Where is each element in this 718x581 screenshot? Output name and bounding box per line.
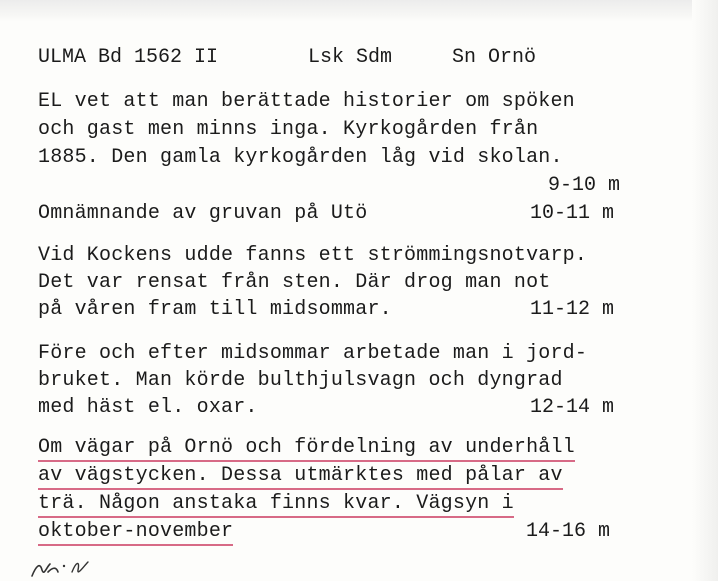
paragraph-5-time: 14-16 m: [526, 520, 611, 543]
region-code: Lsk Sdm: [308, 46, 393, 69]
paragraph-1-line-2: och gast men minns inga. Kyrkogården från: [38, 118, 539, 141]
paragraph-1-time: 9-10 m: [548, 174, 621, 197]
paragraph-3-time: 11-12 m: [530, 298, 615, 321]
paragraph-5-line-2: [38, 464, 563, 488]
paragraph-3-line-2: Det var rensat från sten. Där drog man not: [38, 271, 551, 294]
paragraph-3-line-1: Vid Kockens udde fanns ett strömmingsnotvarp.: [38, 244, 588, 267]
underlined-text: trä. Någon anstaka finns kvar. Vägsyn i: [38, 492, 514, 518]
handwritten-initials-icon: [28, 552, 118, 581]
card-right-edge: [692, 0, 718, 581]
paragraph-3-line-3: på våren fram till midsommar.: [38, 298, 392, 321]
paragraph-5-line-4: [38, 520, 233, 544]
paragraph-1-line-1: EL vet att man berättade historier om spöken: [38, 90, 575, 113]
paragraph-5-line-1: [38, 436, 575, 460]
paragraph-4-time: 12-14 m: [530, 396, 615, 419]
underlined-text: av vägstycken. Dessa utmärktes med pålar av: [38, 464, 563, 490]
parish-name: Sn Ornö: [452, 46, 537, 69]
paragraph-4-line-2: bruket. Man körde bulthjulsvagn och dyngrad: [38, 369, 563, 392]
paragraph-2-time: 10-11 m: [530, 202, 615, 225]
underlined-text: Om vägar på Ornö och fördelning av underhåll: [38, 436, 575, 462]
underlined-text: oktober-november: [38, 520, 233, 546]
paragraph-1-line-3: 1885. Den gamla kyrkogården låg vid skolan.: [38, 146, 563, 169]
paragraph-4-line-3: med häst el. oxar.: [38, 396, 258, 419]
paragraph-4-line-1: Före och efter midsommar arbetade man i jord-: [38, 342, 588, 365]
paragraph-2-line-1: Omnämnande av gruvan på Utö: [38, 202, 368, 225]
paragraph-5-line-3: [38, 492, 514, 516]
archive-reference: ULMA Bd 1562 II: [38, 46, 219, 69]
card-top-edge: [0, 0, 718, 22]
